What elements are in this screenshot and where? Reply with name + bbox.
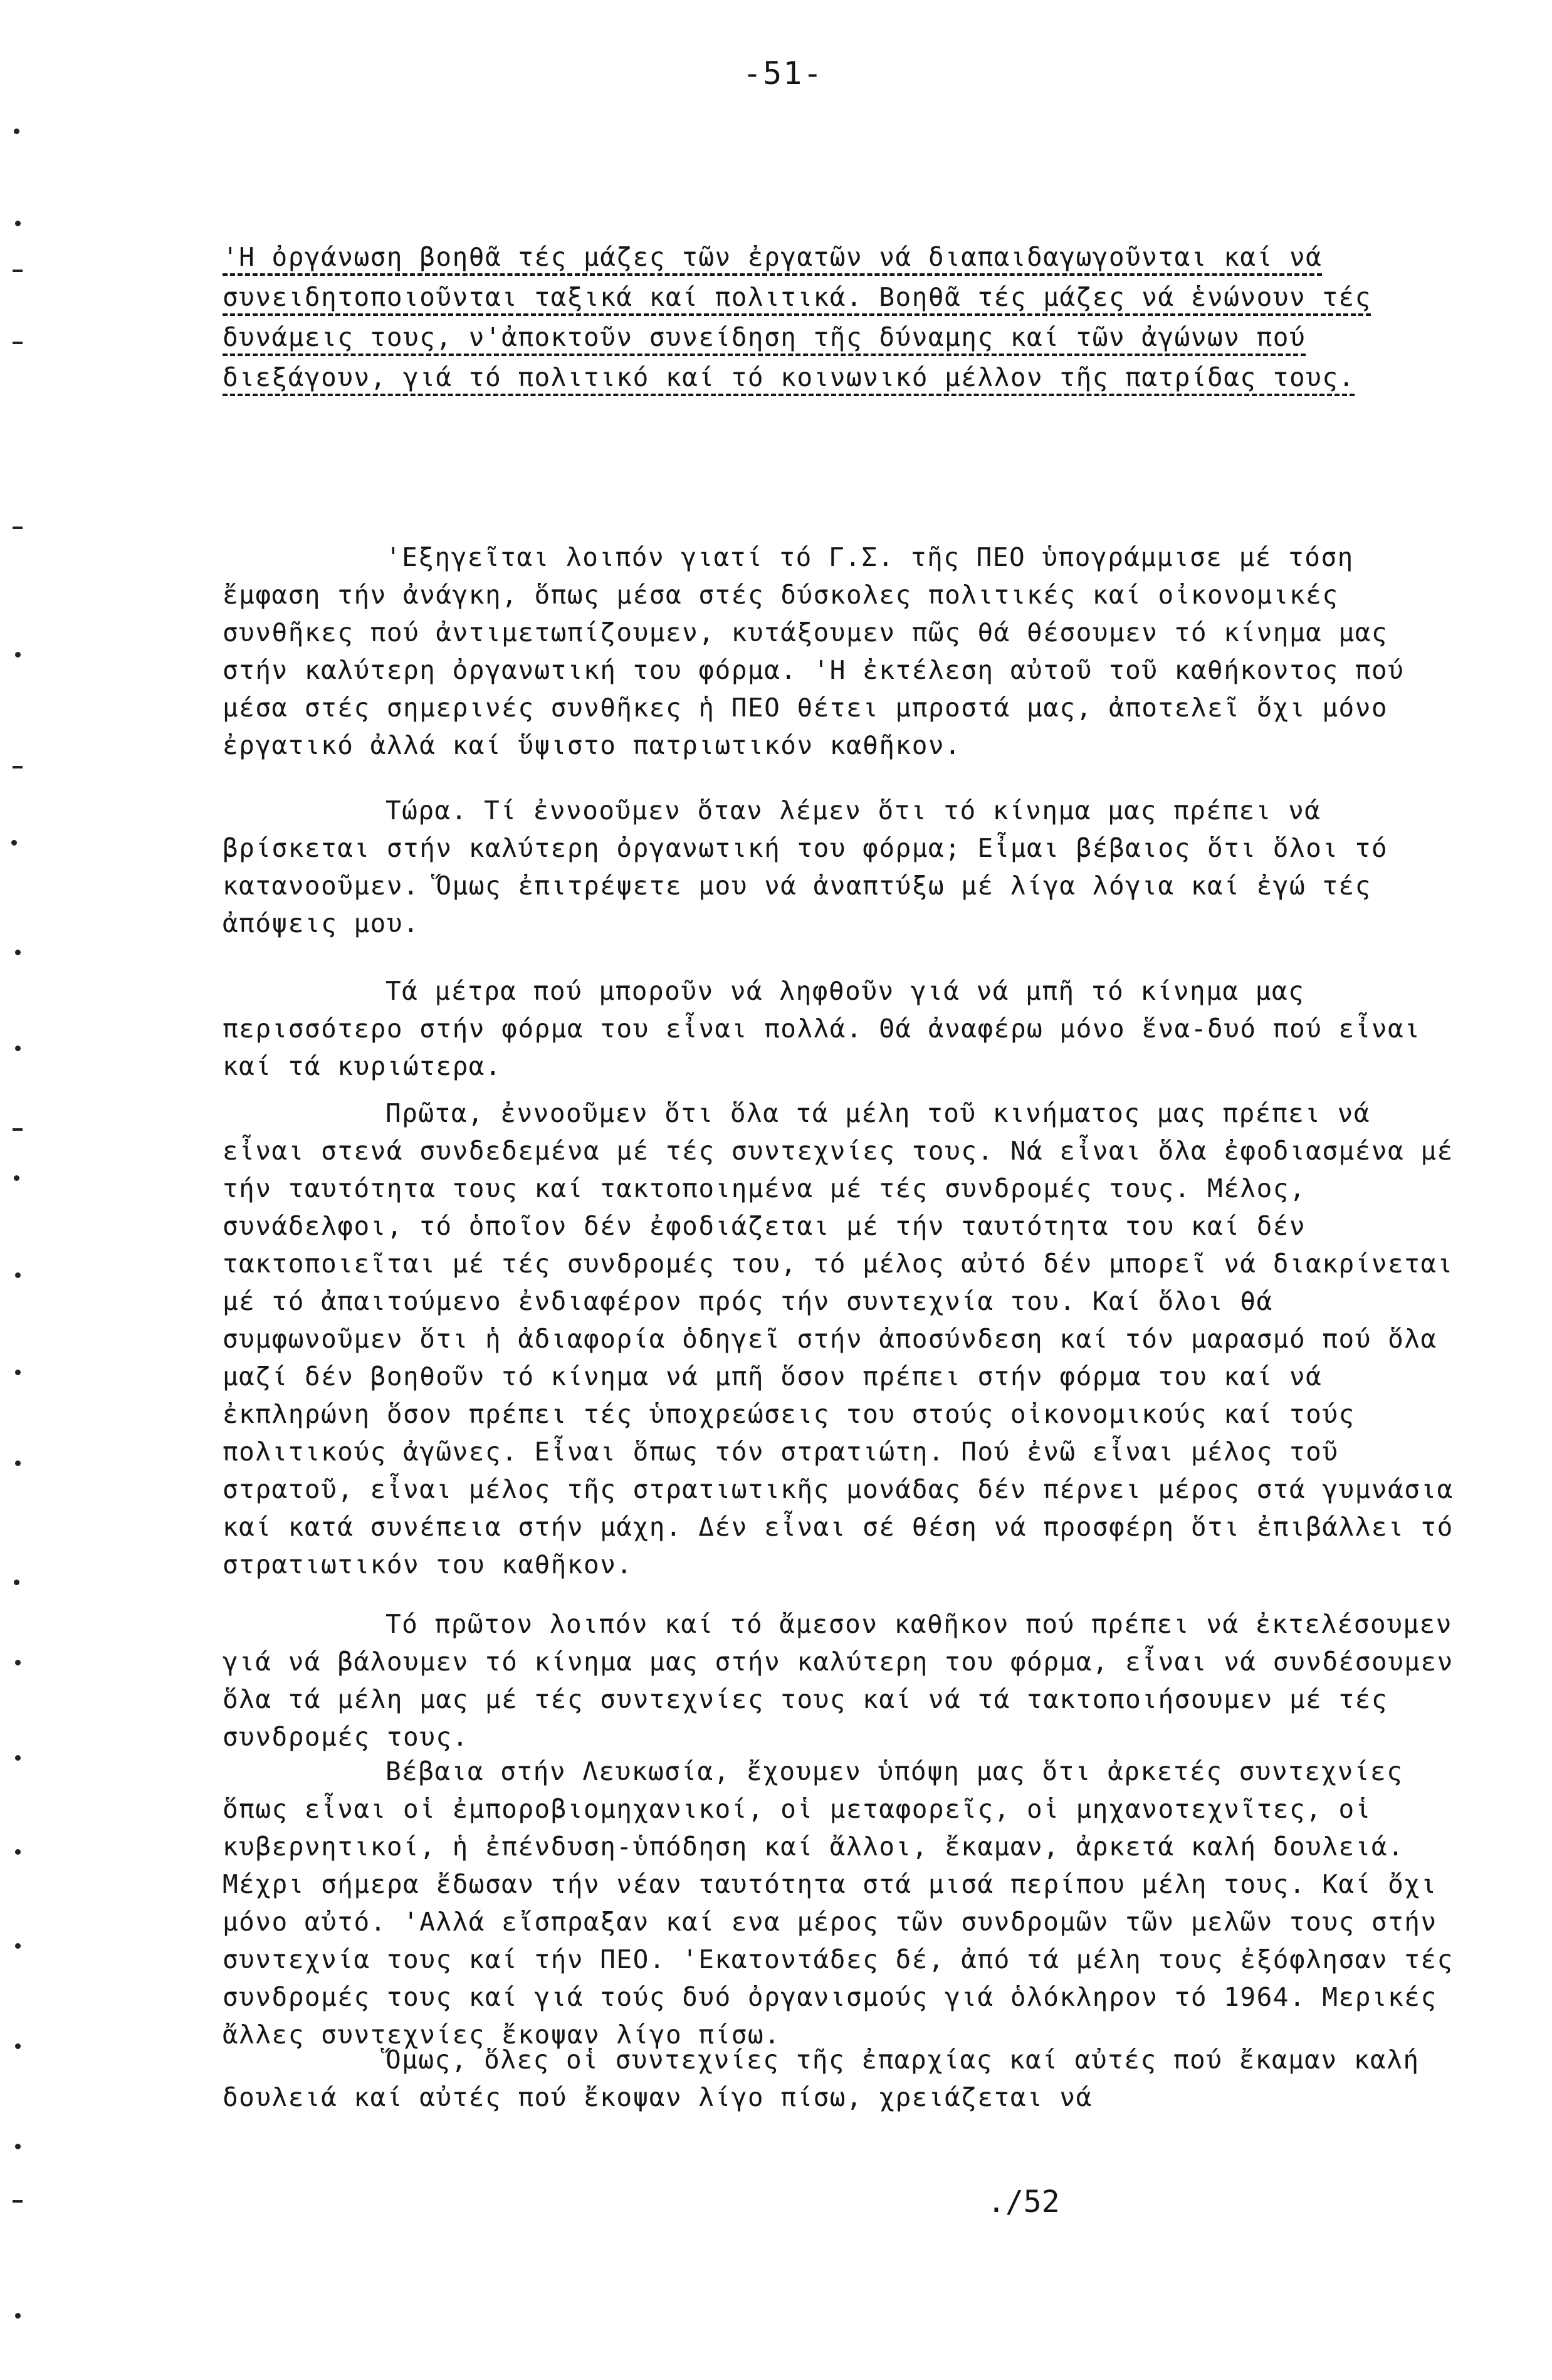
margin-dot bbox=[15, 1460, 21, 1466]
margin-tick bbox=[13, 342, 23, 344]
margin-tick bbox=[13, 527, 23, 529]
margin-dot bbox=[14, 128, 19, 134]
margin-dot bbox=[15, 1943, 21, 1949]
paragraph-5: Τό πρῶτον λοιπόν καί τό ἄμεσον καθῆκον πού πρέπει νά ἐκτελέσουμεν γιά νά βάλουμεν τό κίνημα μας στήν καλύτερη του φόρμα, εἶναι νά συνδέσουμεν ὅλα τά μέλη μας μέ τές συντεχνίες τους καί νά τά τακτοποιήσουμεν μέ τές συνδρομές τους. bbox=[223, 1609, 1454, 1752]
margin-tick bbox=[13, 2200, 23, 2203]
margin-dot bbox=[15, 1660, 21, 1665]
paragraph-2: Τώρα. Τί ἐννοοῦμεν ὅταν λέμεν ὅτι τό κίνημα μας πρέπει νά βρίσκεται στήν καλύτερη ὀργανωτική του φόρμα; Εἶμαι βέβαιος ὅτι ὅλοι τό κατανοοῦμεν. Ὅμως ἐπιτρέψετε μου νά ἀναπτύξω μέ λίγα λόγια καί ἐγώ τές ἀπόψεις μου. bbox=[223, 795, 1388, 938]
paragraph-7: Ὅμως, ὅλες οἱ συντεχνίες τῆς ἐπαρχίας καί αὐτές πού ἔκαμαν καλή δουλειά καί αὐτές πού ἔκοψαν λίγο πίσω, χρειάζεται νά bbox=[223, 2045, 1420, 2112]
margin-tick bbox=[13, 1128, 23, 1131]
page-number: -51- bbox=[743, 55, 824, 92]
paragraph-3: Τά μέτρα πού μποροῦν νά ληφθοῦν γιά νά μπῆ τό κίνημα μας περισσότερο στήν φόρμα του εἶναι πολλά. Θά ἀναφέρω μόνο ἕνα-δυό πού εἶναι καί τά κυριώτερα. bbox=[223, 976, 1421, 1081]
paragraph-4: Πρῶτα, ἐννοοῦμεν ὅτι ὅλα τά μέλη τοῦ κινήματος μας πρέπει νά εἶναι στενά συνδεδεμένα μέ τές συντεχνίες τους. Νά εἶναι ὅλα ἐφοδιασμένα μέ τήν ταυτότητα τους καί τακτοποιημένα μέ τές συνδρομές τους. Μέλος, συνάδελφοι, τό ὁποῖον δέν ἐφοδιάζεται μέ τήν ταυτότητα του καί δέν τακτοποιεῖται μέ τές συνδρομές του, τό μέλος αὐτό δέν μπορεῖ νά διακρίνεται μέ τό ἀπαιτούμενο ἐνδιαφέρον πρός τήν συντεχνία του. Καί ὅλοι θά συμφωνοῦμεν ὅτι ἡ ἀδιαφορία ὁδηγεῖ στήν ἀποσύνδεση καί τόν μαρασμό πού ὅλα μαζί δέν βοηθοῦν τό κίνημα νά μπῆ ὅσον πρέπει στήν φόρμα του καί νά ἐκπληρώνη ὅσον πρέπει τές ὑποχρεώσεις του στούς οἰκονομικούς καί τούς πολιτικούς ἀγῶνες. Εἶναι ὅπως τόν στρατιώτη. Πού ἐνῶ εἶναι μέλος τοῦ στρατοῦ, εἶναι μέλος τῆς στρατιωτικῆς μονάδας δέν πέρνει μέρος στά γυμνάσια καί κατά συνέπεια στήν μάχη. Δέν εἶναι σέ θέση νά προσφέρη ὅτι ἐπιβάλλει τό στρατιωτικόν του καθῆκον. bbox=[223, 1098, 1454, 1580]
margin-dot bbox=[15, 2313, 21, 2319]
margin-dot bbox=[15, 2043, 21, 2049]
margin-dot bbox=[15, 1755, 21, 1761]
margin-dot bbox=[15, 950, 21, 955]
margin-dot bbox=[15, 1849, 21, 1855]
margin-tick bbox=[13, 270, 23, 272]
continuation-marker: ./52 bbox=[987, 2184, 1060, 2220]
paragraph-6: Βέβαια στήν Λευκωσία, ἔχουμεν ὑπόψη μας ὅτι ἀρκετές συντεχνίες ὅπως εἶναι οἱ ἐμποροβιομηχανικοί, οἱ μεταφορεῖς, οἱ μηχανοτεχνῖτες, οἱ κυβερνητικοί, ἡ ἐπένδυση-ὑπόδηση καί ἄλλοι, ἔκαμαν, ἀρκετά καλή δουλειά. Μέχρι σήμερα ἔδωσαν τήν νέαν ταυτότητα στά μισά περίπου μέλη τους. Καί ὄχι μόνο αὐτό. 'Αλλά εἴσπραξαν καί ενα μέρος τῶν συνδρομῶν τῶν μελῶν τους στήν συντεχνία τους καί τήν ΠΕΟ. 'Εκατοντάδες δέ, ἀπό τά μέλη τους ἐξόφλησαν τές συνδρομές τους καί γιά τούς δυό ὀργανισμούς γιά ὁλόκληρον τό 1964. Μερικές ἄλλες συντεχνίες ἔκοψαν λίγο πίσω. bbox=[223, 1756, 1454, 2050]
margin-dot bbox=[15, 1370, 21, 1375]
margin-dot bbox=[15, 221, 21, 226]
margin-dot bbox=[15, 1272, 21, 1278]
margin-dot bbox=[14, 1175, 19, 1181]
margin-dot bbox=[15, 2144, 21, 2149]
margin-dot bbox=[11, 840, 17, 846]
paragraph-1: 'Εξηγεῖται λοιπόν γιατί τό Γ.Σ. τῆς ΠΕΟ ὑπογράμμισε μέ τόση ἔμφαση τήν ἀνάγκη, ὅπως μέσα στές δύσκολες πολιτικές καί οἰκονομικές συνθῆκες πού ἀντιμετωπίζουμεν, κυτάξουμεν πῶς θά θέσουμεν τό κίνημα μας στήν καλύτερη ὀργανωτική του φόρμα. 'Η ἐκτέλεση αὐτοῦ τοῦ καθήκοντος πού μέσα στές σημερινές συνθῆκες ἡ ΠΕΟ θέτει μπροστά μας, ἀποτελεῖ ὄχι μόνο ἐργατικό ἀλλά καί ὕψιστο πατριωτικόν καθῆκον. bbox=[223, 542, 1405, 760]
margin-tick bbox=[13, 766, 23, 768]
margin-dot bbox=[15, 1046, 21, 1051]
margin-dot bbox=[15, 652, 21, 658]
margin-dot bbox=[14, 1580, 19, 1585]
intro-paragraph-underlined: 'Η ὀργάνωση βοηθᾶ τές μάζες τῶν ἐργατῶν νά διαπαιδαγωγοῦνται καί νά συνειδητοποιοῦνται ταξικά καί πολιτικά. Βοηθᾶ τές μάζες νά ἑνώνουν τές δυνάμεις τους, ν'ἀποκτοῦν συνείδηση τῆς δύναμης καί τῶν ἀγώνων πού διεξάγουν, γιά τό πολιτικό καί τό κοινωνικό μέλλον τῆς πατρίδας τους. bbox=[223, 242, 1371, 392]
